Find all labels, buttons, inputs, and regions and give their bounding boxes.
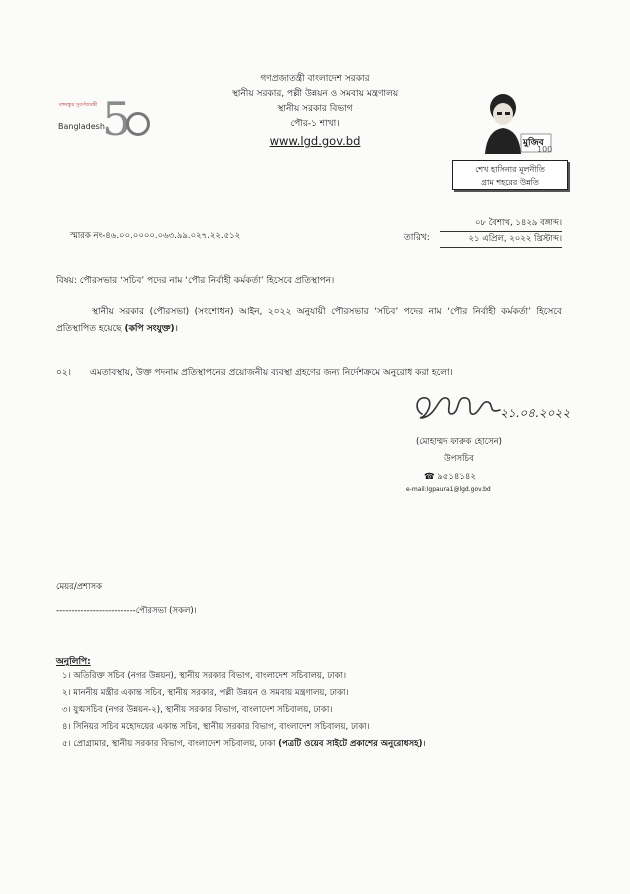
header-government: গণপ্রজাতন্ত্রী বাংলাদেশ সরকার	[260, 74, 370, 84]
para1-text: স্থানীয় সরকার (পৌরসভা) (সংশোধন) আইন, ২০২২ অনুযায়ী পৌরসভার ‘সচিব’ পদের নাম ‘পৌর নির্বাহী কর্মকর্তা’ হিসেবে প্রতিস্থাপিত হয়েছে	[56, 307, 562, 334]
date-label: তারিখ:	[404, 233, 430, 243]
letterhead	[150, 72, 480, 149]
phone-icon: ☎	[424, 472, 435, 482]
bangladesh-50-logo	[58, 92, 158, 146]
cc-item: ৪। সিনিয়র সচিব মহোদয়ের একান্ত সচিব, স্থানীয় সরকার বিভাগ, বাংলাদেশ সচিবালয়, ঢাকা।	[62, 722, 370, 732]
email-address: e-mail:lgpaura1@lgd.gov.bd	[406, 486, 491, 493]
phone-number: ৯৫১৪১৪২	[437, 472, 476, 482]
mujib-100-portrait	[475, 90, 555, 154]
cc-item: ১। অতিরিক্ত সচিব (নগর উন্নয়ন), স্থানীয় সরকার বিভাগ, বাংলাদেশ সচিবালয়, ঢাকা।	[62, 671, 347, 681]
subject-line: বিষয়: পৌরসভার ‘সচিব’ পদের নাম ‘পৌর নির্বাহী কর্মকর্তা’ হিসেবে প্রতিস্থাপন।	[56, 276, 335, 286]
logo-bangladesh-text: Bangladesh	[58, 122, 105, 131]
date-bangla: ০৮ বৈশাখ, ১৪২৯ বঙ্গাব্দ।	[440, 216, 562, 232]
phone-line	[424, 470, 476, 484]
para1-attachment-note: (কপি সংযুক্ত)	[124, 324, 175, 334]
memo-number	[70, 229, 240, 243]
slogan-box	[452, 160, 568, 190]
date-gregorian: ২১ এপ্রিল, ২০২২ খ্রিস্টাব্দ।	[440, 232, 562, 248]
handwritten-signature	[410, 390, 510, 422]
recipient-line-2: --------------------------পৌরসভা (সকল)।	[56, 606, 197, 616]
header-website-link[interactable]: www.lgd.gov.bd	[269, 134, 361, 148]
signature-date: ২১.০৪.২০২২	[500, 406, 571, 420]
memo-label: স্মারক নং-	[70, 231, 106, 241]
signer-block	[394, 434, 524, 468]
body-paragraph-1	[56, 304, 562, 338]
para1-end: ।	[174, 324, 179, 334]
cc-item-5-note: (পত্রটি ওয়েব সাইটে প্রকাশের অনুরোধসহ)	[278, 739, 423, 749]
body-paragraph-2: এমতাবস্থায়, উক্ত পদনাম প্রতিস্থাপনের প্রয়োজনীয় ব্যবস্থা গ্রহণের জন্য নির্দেশক্রমে অনুরোধ করা হলো।	[90, 368, 453, 378]
slogan-line-1: শেখ হাসিনার মূলনীতি	[475, 165, 545, 174]
logo-caption: বঙ্গবন্ধুর সুবর্ণজয়ন্তী	[58, 102, 98, 108]
signer-name: (মোহাম্মদ ফারুক হোসেন)	[415, 437, 502, 447]
logo-five-glyph: 5	[102, 92, 132, 146]
cc-item-5	[62, 736, 426, 753]
cc-item: ২। মাননীয় মন্ত্রীর একান্ত সচিব, স্থানীয় সরকার, পল্লী উন্নয়ন ও সমবায় মন্ত্রণালয়, ঢাকা।	[62, 688, 349, 698]
memo-value: ৪৬.০০.০০০০.০৬৩.৯৯.০২৭.২২.৫১২	[105, 231, 241, 241]
portrait-badge-text: মুজিব	[523, 138, 544, 148]
cc-item-5-text: ৫। প্রোগ্রামার, স্থানীয় সরকার বিভাগ, বাংলাদেশ সচিবালয়, ঢাকা	[62, 739, 279, 749]
recipient-line-1: মেয়র/প্রশাসক	[56, 582, 103, 592]
slogan-line-2: গ্রাম শহরের উন্নতি	[481, 178, 539, 187]
portrait-icon	[475, 90, 555, 154]
cc-item: ৩। যুগ্মসচিব (নগর উন্নয়ন-২), স্থানীয় সরকার বিভাগ, বাংলাদেশ সচিবালয়, ঢাকা।	[62, 705, 333, 715]
portrait-badge-number: 100	[537, 145, 553, 154]
cc-list	[62, 668, 426, 753]
header-division: স্থানীয় সরকার বিভাগ	[277, 104, 353, 114]
logo-ring-icon	[126, 112, 150, 136]
header-branch: পৌর-১ শাখা।	[290, 119, 340, 129]
date-block	[440, 216, 562, 248]
signature-icon	[410, 390, 510, 422]
cc-title: অনুলিপি:	[56, 657, 91, 667]
signer-title: উপসচিব	[444, 454, 474, 464]
cc-item-5-end: ।	[422, 739, 426, 749]
header-ministry: স্থানীয় সরকার, পল্লী উন্নয়ন ও সমবায় মন্ত্রণালয়	[231, 89, 399, 99]
para2-number: ০২।	[56, 368, 71, 378]
